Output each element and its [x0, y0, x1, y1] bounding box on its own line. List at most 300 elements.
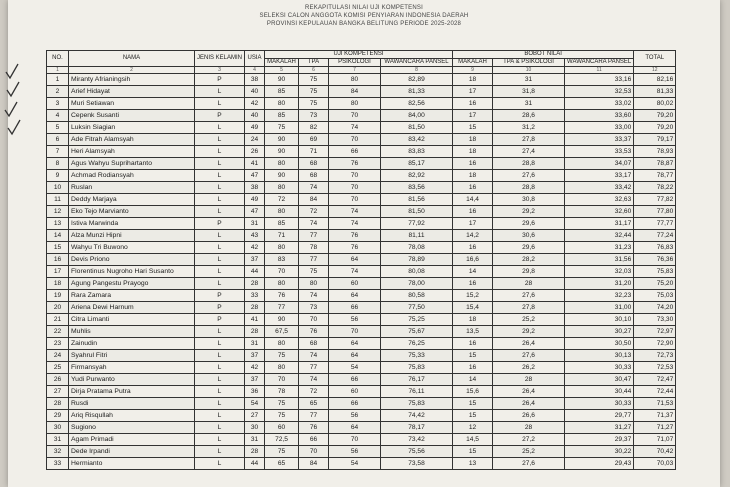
weighted-wawancara-cell: 30,33 [565, 362, 634, 374]
score-makalah-cell: 75 [265, 398, 299, 410]
age-cell: 28 [245, 326, 265, 338]
age-cell: 30 [245, 422, 265, 434]
table-row [47, 206, 676, 218]
row-number-cell: 12 [47, 206, 69, 218]
gender-cell: L [195, 266, 245, 278]
col-nama: NAMA [69, 51, 195, 67]
row-number-cell: 17 [47, 266, 69, 278]
weighted-wawancara-cell: 31,27 [565, 422, 634, 434]
candidate-name-cell: Sugiono [69, 422, 195, 434]
row-number-cell: 1 [47, 74, 69, 86]
row-number-cell: 5 [47, 122, 69, 134]
weighted-tpa-psikologi-cell: 31 [493, 74, 565, 86]
score-wawancara-cell: 78,17 [381, 422, 453, 434]
candidate-name-cell: Arief Hidayat [69, 86, 195, 98]
index-cell: 7 [329, 67, 381, 74]
total-score-cell: 78,93 [634, 146, 676, 158]
gender-cell: P [195, 302, 245, 314]
table-row [47, 242, 676, 254]
score-tpa-cell: 70 [299, 314, 329, 326]
weighted-wawancara-cell: 31,56 [565, 254, 634, 266]
score-psikologi-cell: 66 [329, 374, 381, 386]
weighted-wawancara-cell: 33,17 [565, 170, 634, 182]
row-number-cell: 33 [47, 458, 69, 470]
score-wawancara-cell: 85,17 [381, 158, 453, 170]
gender-cell: L [195, 362, 245, 374]
gender-cell: L [195, 398, 245, 410]
score-psikologi-cell: 70 [329, 170, 381, 182]
score-wawancara-cell: 78,08 [381, 242, 453, 254]
score-tpa-cell: 73 [299, 110, 329, 122]
table-row [47, 278, 676, 290]
table-row [47, 170, 676, 182]
row-number-cell: 15 [47, 242, 69, 254]
score-psikologi-cell: 76 [329, 242, 381, 254]
candidate-name-cell: Muhlis [69, 326, 195, 338]
weighted-makalah-cell: 18 [453, 146, 493, 158]
weighted-makalah-cell: 18 [453, 170, 493, 182]
score-psikologi-cell: 64 [329, 254, 381, 266]
score-psikologi-cell: 56 [329, 314, 381, 326]
total-score-cell: 75,20 [634, 278, 676, 290]
candidate-name-cell: Citra Limanti [69, 314, 195, 326]
total-score-cell: 80,02 [634, 98, 676, 110]
total-score-cell: 72,47 [634, 374, 676, 386]
col-psikologi: PSIKOLOGI [329, 59, 381, 67]
weighted-wawancara-cell: 33,02 [565, 98, 634, 110]
score-psikologi-cell: 84 [329, 86, 381, 98]
row-number-cell: 29 [47, 410, 69, 422]
score-makalah-cell: 80 [265, 206, 299, 218]
score-wawancara-cell: 74,42 [381, 410, 453, 422]
score-makalah-cell: 75 [265, 410, 299, 422]
score-psikologi-cell: 74 [329, 218, 381, 230]
document-page [8, 0, 720, 487]
total-score-cell: 79,20 [634, 122, 676, 134]
score-wawancara-cell: 78,89 [381, 254, 453, 266]
total-score-cell: 71,07 [634, 434, 676, 446]
weighted-tpa-psikologi-cell: 31,2 [493, 122, 565, 134]
weighted-makalah-cell: 16,6 [453, 254, 493, 266]
table-row [47, 194, 676, 206]
row-number-cell: 31 [47, 434, 69, 446]
candidate-name-cell: Luksin Siagian [69, 122, 195, 134]
score-psikologi-cell: 80 [329, 74, 381, 86]
table-row [47, 422, 676, 434]
gender-cell: L [195, 422, 245, 434]
candidate-name-cell: Dede Irpandi [69, 446, 195, 458]
weighted-tpa-psikologi-cell: 27,6 [493, 170, 565, 182]
gender-cell: L [195, 410, 245, 422]
weighted-tpa-psikologi-cell: 27,2 [493, 434, 565, 446]
weighted-wawancara-cell: 32,23 [565, 290, 634, 302]
score-tpa-cell: 77 [299, 254, 329, 266]
total-score-cell: 78,22 [634, 182, 676, 194]
gender-cell: L [195, 230, 245, 242]
row-number-cell: 7 [47, 146, 69, 158]
gender-cell: P [195, 110, 245, 122]
score-makalah-cell: 80 [265, 98, 299, 110]
age-cell: 42 [245, 362, 265, 374]
age-cell: 49 [245, 122, 265, 134]
weighted-wawancara-cell: 31,20 [565, 278, 634, 290]
score-makalah-cell: 76 [265, 290, 299, 302]
gender-cell: L [195, 134, 245, 146]
weighted-tpa-psikologi-cell: 26,4 [493, 386, 565, 398]
total-score-cell: 72,44 [634, 386, 676, 398]
score-psikologi-cell: 70 [329, 326, 381, 338]
score-makalah-cell: 80 [265, 242, 299, 254]
weighted-tpa-psikologi-cell: 27,6 [493, 350, 565, 362]
col-bobot-wawancara: WAWANCARA PANSEL [565, 59, 634, 67]
score-makalah-cell: 75 [265, 350, 299, 362]
score-wawancara-cell: 75,83 [381, 398, 453, 410]
row-number-cell: 16 [47, 254, 69, 266]
weighted-tpa-psikologi-cell: 26,6 [493, 410, 565, 422]
score-psikologi-cell: 56 [329, 446, 381, 458]
weighted-wawancara-cell: 33,53 [565, 146, 634, 158]
index-cell: 9 [453, 67, 493, 74]
table-row [47, 122, 676, 134]
total-score-cell: 78,77 [634, 170, 676, 182]
candidate-name-cell: Cepenk Susanti [69, 110, 195, 122]
weighted-wawancara-cell: 32,60 [565, 206, 634, 218]
row-number-cell: 18 [47, 278, 69, 290]
candidate-name-cell: Rara Zamara [69, 290, 195, 302]
weighted-makalah-cell: 14,2 [453, 230, 493, 242]
score-makalah-cell: 75 [265, 122, 299, 134]
row-number-cell: 30 [47, 422, 69, 434]
score-tpa-cell: 74 [299, 290, 329, 302]
score-wawancara-cell: 73,42 [381, 434, 453, 446]
score-makalah-cell: 85 [265, 110, 299, 122]
score-tpa-cell: 75 [299, 74, 329, 86]
age-cell: 42 [245, 98, 265, 110]
age-cell: 27 [245, 410, 265, 422]
weighted-makalah-cell: 15 [453, 350, 493, 362]
weighted-makalah-cell: 17 [453, 86, 493, 98]
total-score-cell: 70,03 [634, 458, 676, 470]
total-score-cell: 71,27 [634, 422, 676, 434]
score-wawancara-cell: 81,33 [381, 86, 453, 98]
weighted-tpa-psikologi-cell: 29,6 [493, 218, 565, 230]
score-wawancara-cell: 78,00 [381, 278, 453, 290]
header-line-2: SELEKSI CALON ANGGOTA KOMISI PENYIARAN INDONESIA DAERAH [259, 13, 469, 19]
total-score-cell: 71,53 [634, 398, 676, 410]
weighted-tpa-psikologi-cell: 28 [493, 422, 565, 434]
weighted-makalah-cell: 18 [453, 314, 493, 326]
table-row [47, 74, 676, 86]
score-wawancara-cell: 81,50 [381, 122, 453, 134]
index-cell: 5 [265, 67, 299, 74]
row-number-cell: 32 [47, 446, 69, 458]
header-line-1: REKAPITULASI NILAI UJI KOMPETENSI [305, 5, 423, 11]
table-row [47, 86, 676, 98]
weighted-tpa-psikologi-cell: 28,8 [493, 182, 565, 194]
weighted-wawancara-cell: 30,13 [565, 350, 634, 362]
score-psikologi-cell: 70 [329, 434, 381, 446]
candidate-name-cell: Yudi Purwanto [69, 374, 195, 386]
weighted-wawancara-cell: 31,23 [565, 242, 634, 254]
weighted-makalah-cell: 18 [453, 134, 493, 146]
score-makalah-cell: 83 [265, 254, 299, 266]
score-tpa-cell: 84 [299, 458, 329, 470]
col-usia: USIA [245, 51, 265, 67]
score-wawancara-cell: 76,11 [381, 386, 453, 398]
age-cell: 43 [245, 230, 265, 242]
table-row [47, 254, 676, 266]
score-makalah-cell: 65 [265, 458, 299, 470]
gender-cell: L [195, 122, 245, 134]
candidate-name-cell: Muri Setiawan [69, 98, 195, 110]
weighted-wawancara-cell: 32,53 [565, 86, 634, 98]
score-wawancara-cell: 84,00 [381, 110, 453, 122]
weighted-wawancara-cell: 30,50 [565, 338, 634, 350]
row-number-cell: 2 [47, 86, 69, 98]
candidate-name-cell: Syahrul Fitri [69, 350, 195, 362]
col-jenis-kelamin: JENIS KELAMIN [195, 51, 245, 67]
row-number-cell: 26 [47, 374, 69, 386]
age-cell: 38 [245, 182, 265, 194]
table-row [47, 230, 676, 242]
row-number-cell: 24 [47, 350, 69, 362]
gender-cell: L [195, 182, 245, 194]
score-psikologi-cell: 74 [329, 266, 381, 278]
candidate-name-cell: Firmansyah [69, 362, 195, 374]
score-psikologi-cell: 56 [329, 410, 381, 422]
weighted-tpa-psikologi-cell: 27,8 [493, 134, 565, 146]
row-number-cell: 9 [47, 170, 69, 182]
score-wawancara-cell: 81,56 [381, 194, 453, 206]
candidate-name-cell: Devis Priono [69, 254, 195, 266]
gender-cell: P [195, 74, 245, 86]
score-psikologi-cell: 80 [329, 98, 381, 110]
index-cell: 1 [47, 67, 69, 74]
gender-cell: L [195, 386, 245, 398]
row-number-cell: 11 [47, 194, 69, 206]
total-score-cell: 79,17 [634, 134, 676, 146]
weighted-makalah-cell: 16 [453, 206, 493, 218]
row-number-cell: 21 [47, 314, 69, 326]
candidate-name-cell: Hermianto [69, 458, 195, 470]
table-row [47, 410, 676, 422]
age-cell: 36 [245, 386, 265, 398]
table-row [47, 362, 676, 374]
score-wawancara-cell: 81,50 [381, 206, 453, 218]
weighted-makalah-cell: 16 [453, 362, 493, 374]
row-number-cell: 19 [47, 290, 69, 302]
candidate-name-cell: Agus Wahyu Suprihartanto [69, 158, 195, 170]
row-number-cell: 20 [47, 302, 69, 314]
weighted-makalah-cell: 18 [453, 74, 493, 86]
age-cell: 54 [245, 398, 265, 410]
score-tpa-cell: 84 [299, 194, 329, 206]
weighted-wawancara-cell: 30,22 [565, 446, 634, 458]
total-score-cell: 70,42 [634, 446, 676, 458]
weighted-wawancara-cell: 33,60 [565, 110, 634, 122]
score-wawancara-cell: 82,92 [381, 170, 453, 182]
col-total: TOTAL [634, 51, 676, 67]
score-wawancara-cell: 75,25 [381, 314, 453, 326]
candidate-name-cell: Zainudin [69, 338, 195, 350]
score-psikologi-cell: 70 [329, 182, 381, 194]
col-bobot-tpa-psikologi: TPA & PSIKOLOGI [493, 59, 565, 67]
index-cell: 11 [565, 67, 634, 74]
score-tpa-cell: 76 [299, 326, 329, 338]
row-number-cell: 28 [47, 398, 69, 410]
weighted-tpa-psikologi-cell: 28,2 [493, 254, 565, 266]
weighted-tpa-psikologi-cell: 27,4 [493, 146, 565, 158]
weighted-tpa-psikologi-cell: 30,6 [493, 230, 565, 242]
index-cell: 8 [381, 67, 453, 74]
score-wawancara-cell: 82,89 [381, 74, 453, 86]
age-cell: 42 [245, 242, 265, 254]
score-makalah-cell: 78 [265, 386, 299, 398]
row-number-cell: 25 [47, 362, 69, 374]
total-score-cell: 73,30 [634, 314, 676, 326]
age-cell: 31 [245, 434, 265, 446]
score-makalah-cell: 70 [265, 374, 299, 386]
weighted-tpa-psikologi-cell: 29,2 [493, 206, 565, 218]
age-cell: 38 [245, 74, 265, 86]
total-score-cell: 76,36 [634, 254, 676, 266]
score-psikologi-cell: 64 [329, 290, 381, 302]
score-tpa-cell: 68 [299, 170, 329, 182]
weighted-makalah-cell: 16 [453, 98, 493, 110]
table-row [47, 374, 676, 386]
weighted-makalah-cell: 15,6 [453, 386, 493, 398]
score-psikologi-cell: 66 [329, 398, 381, 410]
handwritten-check-marks [0, 60, 28, 480]
gender-cell: L [195, 242, 245, 254]
score-psikologi-cell: 54 [329, 458, 381, 470]
candidate-name-cell: Dirja Pratama Putra [69, 386, 195, 398]
weighted-makalah-cell: 14 [453, 266, 493, 278]
score-psikologi-cell: 70 [329, 134, 381, 146]
gender-cell: L [195, 278, 245, 290]
weighted-makalah-cell: 16 [453, 278, 493, 290]
candidate-name-cell: Ruslan [69, 182, 195, 194]
score-table [46, 50, 676, 470]
score-psikologi-cell: 66 [329, 146, 381, 158]
table-row [47, 158, 676, 170]
candidate-name-cell: Miranty Afrianingsih [69, 74, 195, 86]
table-row [47, 398, 676, 410]
table-row [47, 314, 676, 326]
weighted-makalah-cell: 16 [453, 158, 493, 170]
table-row [47, 446, 676, 458]
weighted-makalah-cell: 16 [453, 338, 493, 350]
weighted-wawancara-cell: 33,16 [565, 74, 634, 86]
score-makalah-cell: 80 [265, 362, 299, 374]
col-bobot-makalah: MAKALAH [453, 59, 493, 67]
weighted-tpa-psikologi-cell: 30,8 [493, 194, 565, 206]
weighted-tpa-psikologi-cell: 27,8 [493, 302, 565, 314]
score-tpa-cell: 80 [299, 278, 329, 290]
score-psikologi-cell: 76 [329, 230, 381, 242]
score-wawancara-cell: 75,56 [381, 446, 453, 458]
row-number-cell: 13 [47, 218, 69, 230]
table-row [47, 266, 676, 278]
total-score-cell: 76,83 [634, 242, 676, 254]
age-cell: 47 [245, 170, 265, 182]
score-makalah-cell: 72 [265, 194, 299, 206]
weighted-tpa-psikologi-cell: 26,4 [493, 398, 565, 410]
score-wawancara-cell: 77,50 [381, 302, 453, 314]
score-makalah-cell: 90 [265, 134, 299, 146]
weighted-makalah-cell: 13,5 [453, 326, 493, 338]
score-tpa-cell: 68 [299, 158, 329, 170]
weighted-makalah-cell: 15,2 [453, 290, 493, 302]
total-score-cell: 75,83 [634, 266, 676, 278]
candidate-name-cell: Eko Tejo Marvianto [69, 206, 195, 218]
score-makalah-cell: 71 [265, 230, 299, 242]
score-tpa-cell: 71 [299, 146, 329, 158]
score-tpa-cell: 66 [299, 434, 329, 446]
weighted-wawancara-cell: 30,33 [565, 398, 634, 410]
score-tpa-cell: 65 [299, 398, 329, 410]
col-makalah: MAKALAH [265, 59, 299, 67]
weighted-wawancara-cell: 30,47 [565, 374, 634, 386]
score-tpa-cell: 75 [299, 86, 329, 98]
candidate-name-cell: Wahyu Tri Buwono [69, 242, 195, 254]
weighted-tpa-psikologi-cell: 25,2 [493, 446, 565, 458]
score-wawancara-cell: 81,11 [381, 230, 453, 242]
score-makalah-cell: 80 [265, 158, 299, 170]
total-score-cell: 78,87 [634, 158, 676, 170]
age-cell: 44 [245, 266, 265, 278]
weighted-tpa-psikologi-cell: 28,6 [493, 110, 565, 122]
score-wawancara-cell: 77,92 [381, 218, 453, 230]
score-psikologi-cell: 76 [329, 158, 381, 170]
score-wawancara-cell: 76,25 [381, 338, 453, 350]
col-wawancara: WAWANCARA PANSEL [381, 59, 453, 67]
score-psikologi-cell: 60 [329, 278, 381, 290]
weighted-makalah-cell: 13 [453, 458, 493, 470]
score-makalah-cell: 90 [265, 74, 299, 86]
candidate-name-cell: Istiva Marwinda [69, 218, 195, 230]
score-makalah-cell: 77 [265, 302, 299, 314]
score-makalah-cell: 80 [265, 278, 299, 290]
weighted-wawancara-cell: 29,37 [565, 434, 634, 446]
table-row [47, 146, 676, 158]
age-cell: 41 [245, 314, 265, 326]
candidate-name-cell: Ariena Dewi Harnum [69, 302, 195, 314]
weighted-tpa-psikologi-cell: 29,6 [493, 242, 565, 254]
table-row [47, 326, 676, 338]
gender-cell: P [195, 314, 245, 326]
score-psikologi-cell: 70 [329, 110, 381, 122]
score-tpa-cell: 77 [299, 362, 329, 374]
score-tpa-cell: 70 [299, 446, 329, 458]
table-row [47, 98, 676, 110]
score-makalah-cell: 85 [265, 86, 299, 98]
gender-cell: L [195, 446, 245, 458]
weighted-makalah-cell: 14,5 [453, 434, 493, 446]
weighted-makalah-cell: 16 [453, 182, 493, 194]
row-number-cell: 23 [47, 338, 69, 350]
weighted-wawancara-cell: 30,44 [565, 386, 634, 398]
score-wawancara-cell: 80,58 [381, 290, 453, 302]
total-score-cell: 72,73 [634, 350, 676, 362]
age-cell: 44 [245, 458, 265, 470]
score-makalah-cell: 90 [265, 170, 299, 182]
col-no: NO. [47, 51, 69, 67]
age-cell: 41 [245, 158, 265, 170]
score-tpa-cell: 76 [299, 422, 329, 434]
index-cell: 2 [69, 67, 195, 74]
score-psikologi-cell: 64 [329, 338, 381, 350]
